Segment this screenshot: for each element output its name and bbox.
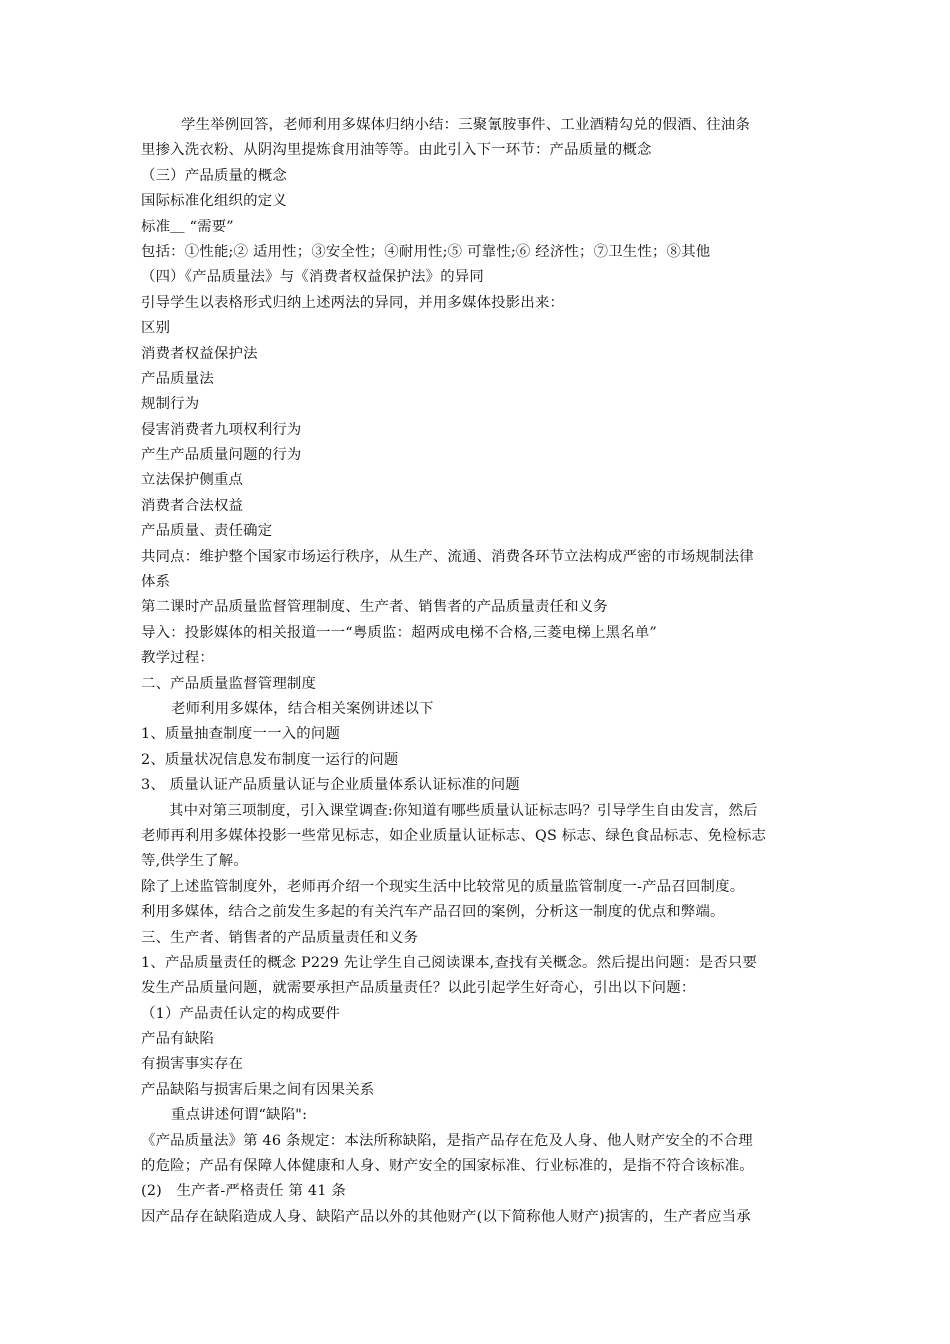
table-cell-difference: 区别 [141, 320, 171, 337]
paragraph-survey-line1: 其中对第三项制度，引入课堂调查:你知道有哪些质量认证标志吗？引导学生自由发言，然后 [169, 802, 758, 819]
document-body [141, 113, 813, 1230]
paragraph-article46-line1: 《产品质量法》第 46 条规定：本法所称缺陷，是指产品存在危及人身、他人财产安全的不合理 [141, 1132, 753, 1149]
paragraph-common-points-line2: 体系 [141, 574, 171, 591]
table-cell-quality-law: 产品质量法 [141, 370, 214, 387]
lesson-two-title: 第二课时产品质量监督管理制度、生产者、销售者的产品质量责任和义务 [141, 599, 608, 616]
list-item-damage-exists: 有损害事实存在 [141, 1056, 244, 1073]
subheading-producer-strict-liability: (2) 生产者-严格责任 第 41 条 [141, 1183, 346, 1200]
paragraph-survey-line3: 等,供学生了解。 [141, 853, 248, 870]
text-standard-needs: 标准＿ “需要” [141, 218, 234, 235]
list-item-info-release-system: 2、质量状况信息发布制度一运行的问题 [141, 751, 399, 768]
paragraph-summary-line1: 学生举例回答，老师利用多媒体归纳小结：三聚氰胺事件、工业酒精勾兑的假酒、往油条 [181, 117, 751, 133]
list-item-causal-relationship: 产品缺陷与损害后果之间有因果关系 [141, 1081, 375, 1098]
list-item-product-defect: 产品有缺陷 [141, 1031, 214, 1048]
table-cell-consumer-interests: 消费者合法权益 [141, 497, 244, 514]
table-cell-quality-responsibility: 产品质量、责任确定 [141, 523, 273, 540]
table-cell-legislative-focus: 立法保护侧重点 [141, 472, 244, 489]
paragraph-recall-line1: 除了上述监管制度外，老师再介绍一个现实生活中比较常见的质量监管制度一-产品召回制度。 [141, 878, 745, 895]
table-cell-consumer-law: 消费者权益保护法 [141, 345, 258, 362]
table-cell-consumer-rights-violation: 侵害消费者九项权利行为 [141, 421, 302, 438]
text-guide-students: 引导学生以表格形式归纳上述两法的异同，并用多媒体投影出来： [141, 294, 565, 311]
paragraph-article46-line2: 的危险；产品有保障人体健康和人身、财产安全的国家标准、行业标准的，是指不符合该标准。 [141, 1158, 754, 1175]
table-cell-regulated-behavior: 规制行为 [141, 396, 200, 413]
paragraph-survey-line2: 老师再利用多媒体投影一些常见标志，如企业质量认证标志、QS 标志、绿色食品标志、免检标志 [141, 827, 767, 844]
section-heading-law-comparison: （四）《产品质量法》与《消费者权益保护法》的异同 [141, 269, 484, 286]
table-cell-quality-problem-behavior: 产生产品质量问题的行为 [141, 447, 302, 464]
text-includes-list: 包括：①性能;② 适用性；③安全性；④耐用性;⑤ 可靠性;⑥ 经济性；⑦卫生性；⑧其他 [141, 243, 711, 260]
list-item-certification-system: 3、 质量认证产品质量认证与企业质量体系认证标准的问题 [141, 777, 520, 794]
text-teacher-multimedia: 老师利用多媒体，结合相关案例讲述以下 [171, 700, 434, 717]
list-item-sampling-system: 1、质量抽查制度一一入的问题 [141, 726, 341, 743]
paragraph-common-points-line1: 共同点：维护整个国家市场运行秩序，从生产、流通、消费各环节立法构成严密的市场规制法律 [141, 548, 754, 565]
section-heading-supervision-system: 二、产品质量监督管理制度 [141, 675, 317, 692]
subheading-liability-elements: （1）产品责任认定的构成要件 [141, 1005, 341, 1022]
text-introduction: 导入：投影媒体的相关报道一一“粤质监：超两成电梯不合格,三菱电梯上黑名单” [141, 624, 657, 641]
section-heading-quality-concept: （三）产品质量的概念 [141, 167, 287, 184]
paragraph-recall-line2: 利用多媒体，结合之前发生多起的有关汽车产品召回的案例，分析这一制度的优点和弊端。 [141, 904, 725, 921]
paragraph-article41-line1: 因产品存在缺陷造成人身、缺陷产品以外的其他财产(以下简称他人财产)损害的，生产者应当承 [141, 1208, 751, 1225]
paragraph-summary-line2: 里掺入洗衣粉、从阴沟里提炼食用油等等。由此引入下一环节：产品质量的概念 [141, 142, 652, 159]
text-teaching-process: 教学过程： [141, 650, 214, 667]
section-heading-responsibilities: 三、生产者、销售者的产品质量责任和义务 [141, 929, 419, 946]
paragraph-responsibility-concept-line2: 发生产品质量问题，就需要承担产品质量责任？以此引起学生好奇心，引出以下问题： [141, 980, 696, 997]
paragraph-responsibility-concept-line1: 1、产品质量责任的概念 P229 先让学生自己阅读课本,查找有关概念。然后提出问题：是否只要 [141, 954, 758, 971]
text-iso-definition: 国际标准化组织的定义 [141, 193, 287, 210]
text-defect-emphasis: 重点讲述何谓“缺陷": [171, 1107, 308, 1124]
